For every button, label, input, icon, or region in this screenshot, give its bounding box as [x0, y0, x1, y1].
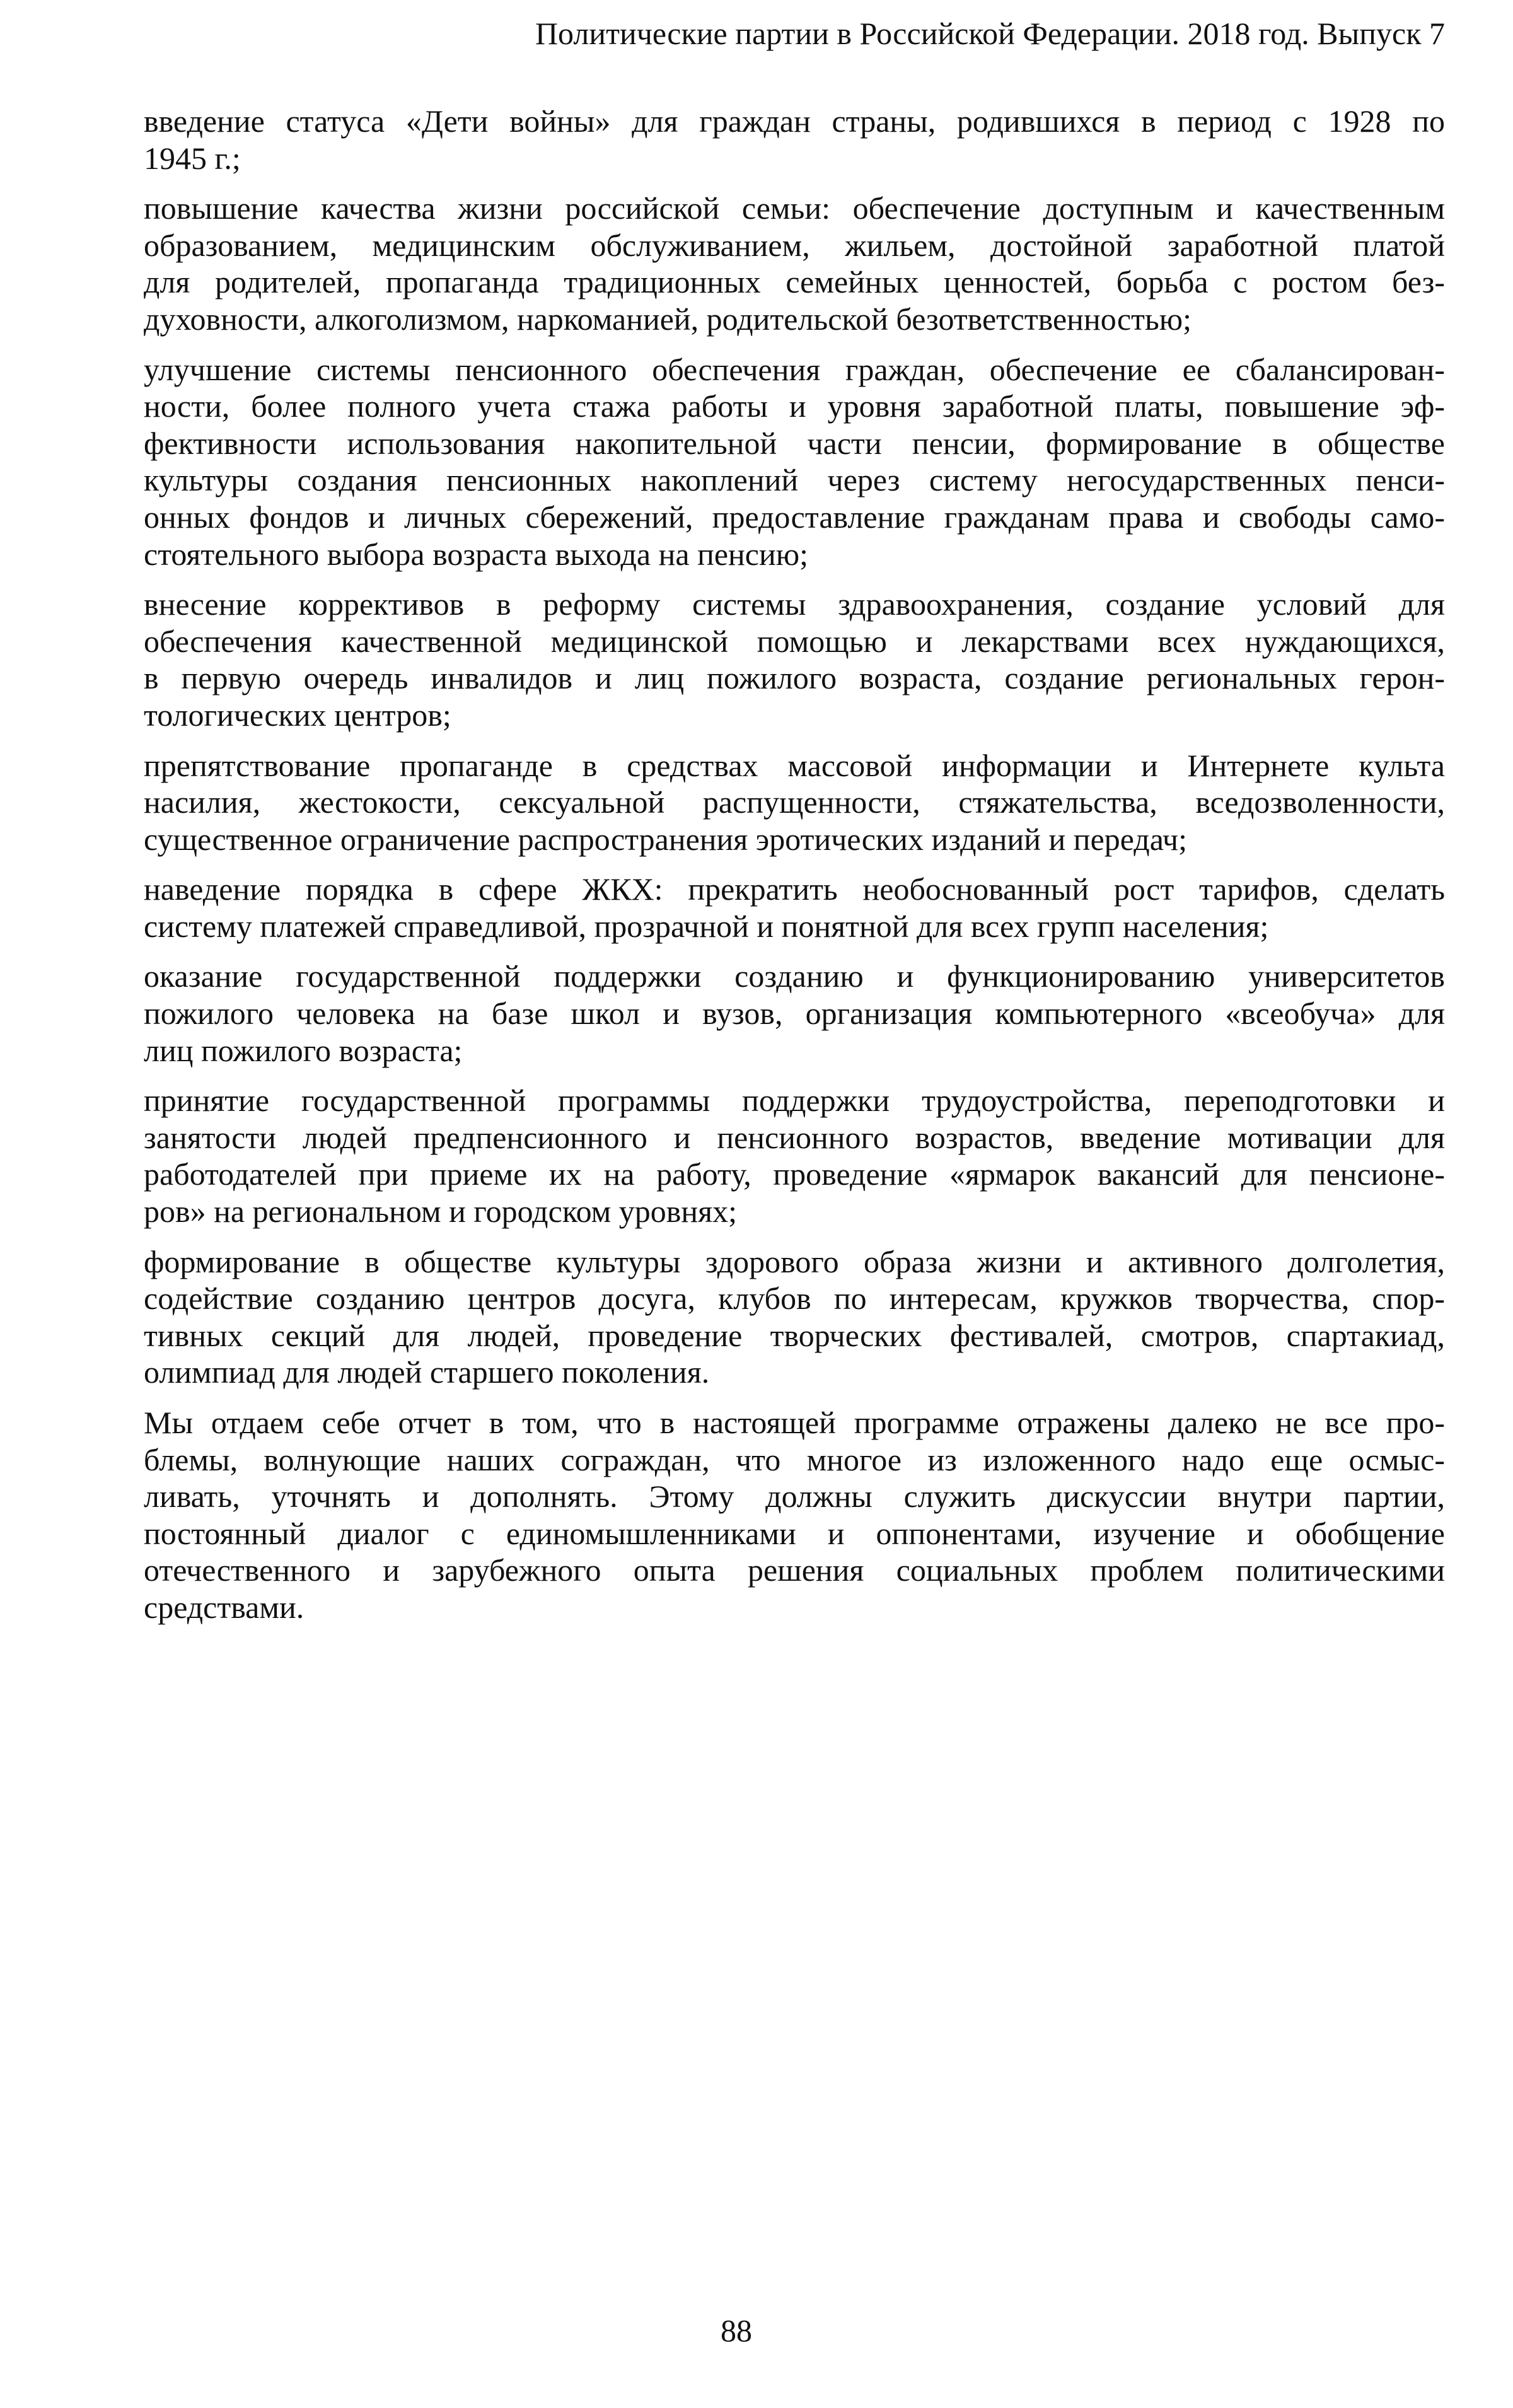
text-line: культуры создания пенсионных накоплений через систему негосударственных пенси- — [144, 462, 1445, 498]
text-line: принятие государственной программы поддержки трудоустройства, переподготовки и — [144, 1083, 1445, 1119]
body-text — [144, 103, 1445, 1639]
text-line: блемы, волнующие наших сограждан, что многое из изложенного надо еще осмыс- — [144, 1441, 1445, 1477]
text-line: занятости людей предпенсионного и пенсионного возрастов, введение мотивации для — [144, 1119, 1445, 1155]
text-line: насилия, жестокости, сексуальной распущенности, стяжательства, вседозволенности, — [144, 784, 1445, 820]
text-line: ров» на региональном и городском уровнях; — [144, 1194, 738, 1230]
running-header: Политические партии в Российской Федерации. 2018 год. Выпуск 7 — [535, 16, 1445, 51]
paragraph — [144, 1243, 1445, 1391]
text-line: олимпиад для людей старшего поколения. — [144, 1354, 710, 1390]
text-line: фективности использования накопительной части пенсии, формирование в обществе — [144, 425, 1445, 461]
text-line: духовности, алкоголизмом, наркоманией, родительской безответственностью; — [144, 301, 1192, 337]
text-line: повышение качества жизни российской семьи: обеспечение доступным и качественным — [144, 190, 1445, 226]
text-line: ности, более полного учета стажа работы и уровня заработной платы, повышение эф- — [144, 388, 1445, 424]
text-line: содействие созданию центров досуга, клубов по интересам, кружков творчества, спор- — [144, 1281, 1445, 1317]
text-line: тологических центров; — [144, 697, 451, 733]
text-line: постоянный диалог с единомышленниками и оппонентами, изучение и обобщение — [144, 1515, 1445, 1551]
text-line: тивных секций для людей, проведение творческих фестивалей, смотров, спартакиад, — [144, 1317, 1445, 1353]
text-line: улучшение системы пенсионного обеспечения граждан, обеспечение ее сбалансирован- — [144, 351, 1445, 387]
paragraph — [144, 190, 1445, 337]
text-line: систему платежей справедливой, прозрачной и понятной для всех групп населения; — [144, 908, 1269, 944]
text-line: введение статуса «Дети войны» для граждан страны, родившихся в период с 1928 по — [144, 103, 1445, 139]
text-line: Мы отдаем себе отчет в том, что в настоящей программе отражены далеко не все про- — [144, 1405, 1445, 1440]
text-line: в первую очередь инвалидов и лиц пожилого возраста, создание региональных герон- — [144, 660, 1445, 696]
text-line: для родителей, пропаганда традиционных семейных ценностей, борьба с ростом без- — [144, 264, 1445, 300]
text-line: средствами. — [144, 1589, 304, 1625]
paragraph — [144, 871, 1445, 945]
text-line: наведение порядка в сфере ЖКХ: прекратить необоснованный рост тарифов, сделать — [144, 871, 1445, 907]
text-line: работодателей при приеме их на работу, проведение «ярмарок вакансий для пенсионе- — [144, 1156, 1445, 1192]
text-line: лиц пожилого возраста; — [144, 1032, 463, 1068]
text-line: существенное ограничение распространения эротических изданий и передач; — [144, 821, 1187, 857]
text-line: онных фондов и личных сбережений, предоставление гражданам права и свободы само- — [144, 499, 1445, 535]
text-line: обеспечения качественной медицинской помощью и лекарствами всех нуждающихся, — [144, 623, 1445, 659]
text-line: оказание государственной поддержки созданию и функционированию университетов — [144, 958, 1445, 994]
text-line: внесение коррективов в реформу системы здравоохранения, создание условий для — [144, 586, 1445, 622]
text-line: отечественного и зарубежного опыта решения социальных проблем политическими — [144, 1552, 1445, 1588]
paragraph — [144, 1082, 1445, 1230]
paragraph — [144, 351, 1445, 573]
text-line: 1945 г.; — [144, 140, 241, 176]
page-number: 88 — [721, 2313, 752, 2348]
text-line: пожилого человека на базе школ и вузов, организация компьютерного «всеобуча» для — [144, 996, 1445, 1032]
paragraph — [144, 1404, 1445, 1626]
paragraph — [144, 747, 1445, 858]
text-line: образованием, медицинским обслуживанием, жильем, достойной заработной платой — [144, 227, 1445, 263]
text-line: препятствование пропаганде в средствах массовой информации и Интернете культа — [144, 747, 1445, 783]
paragraph — [144, 586, 1445, 733]
paragraph — [144, 103, 1445, 177]
paragraph — [144, 958, 1445, 1069]
text-line: формирование в обществе культуры здорового образа жизни и активного долголетия, — [144, 1243, 1445, 1279]
text-line: стоятельного выбора возраста выхода на пенсию; — [144, 536, 808, 572]
text-line: ливать, уточнять и дополнять. Этому должны служить дискуссии внутри партии, — [144, 1479, 1445, 1515]
